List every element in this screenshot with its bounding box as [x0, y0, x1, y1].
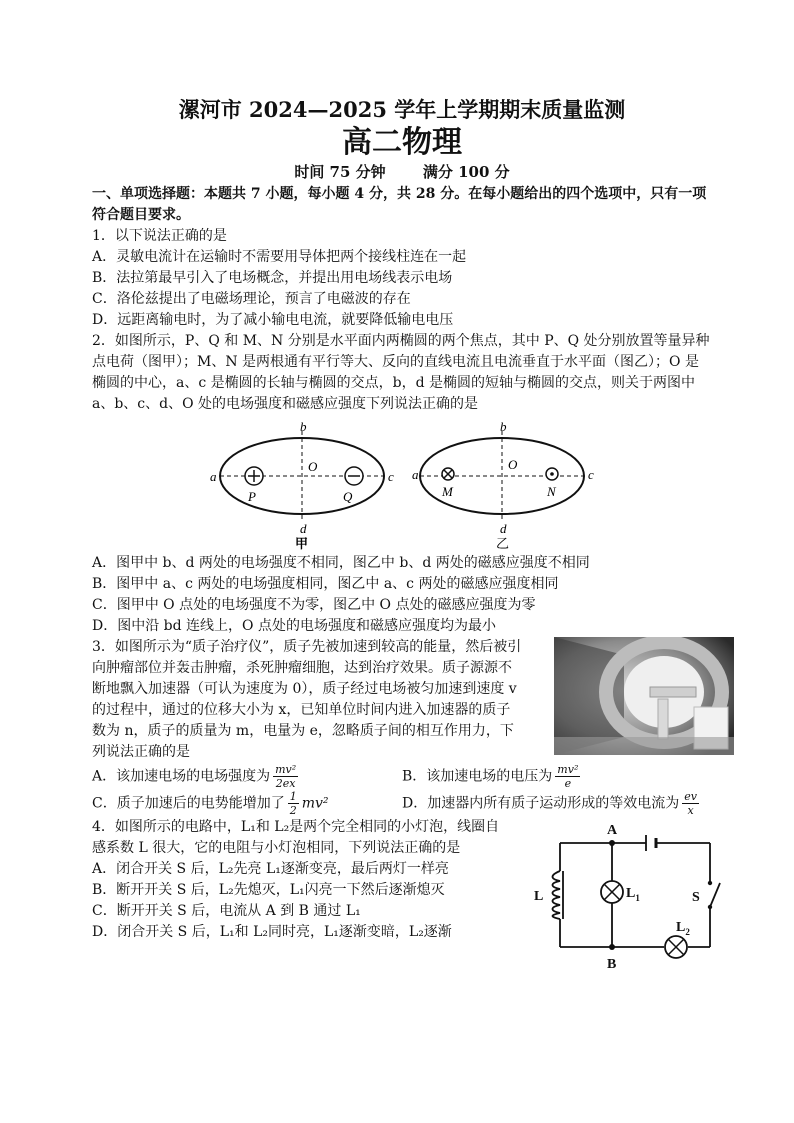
section-heading: 一、单项选择题：本题共 7 小题，每小题 4 分，共 28 分。在每小题给出的四个选项中，只有一项符合题目要求。: [92, 186, 707, 223]
q1-option-b: B．法拉第最早引入了电场概念，并提出用电场线表示电场: [92, 270, 453, 286]
fraction: $\frac{1}{2}$: [289, 790, 297, 817]
q3-stem: 3．如图所示为“质子治疗仪”，质子先被加速到较高的能量，然后被引向肿瘤部位并轰击肿瘤，杀死肿瘤细胞，达到治疗效果。质子源源不断地飘入加速器（可认为速度为 0），质子经过电场被匀加速到速度 v 的过程中，通过的位移大小为 x，已知单位时间内进入加速器的质子数为 n，质子的质量为 m，电量为 e，忽略质子间的相互作用力，下列说法正确的是: [92, 639, 522, 760]
q4-option-c: C．断开开关 S 后，电流从 A 到 B 通过 L₁: [92, 903, 361, 919]
q3-option-c: C．质子加速后的电势能增加了 $\frac{1}{2}$ mv²: [92, 790, 329, 817]
q2-figure: [92, 421, 712, 551]
lamp-l2-icon: [665, 936, 687, 958]
q4-circuit-diagram: [530, 821, 724, 971]
figure-jia: [210, 421, 394, 551]
q1-option-d: D．远距离输电时，为了减小输电电流，就要降低输电电压: [92, 312, 454, 328]
lamp-l1-icon: [601, 881, 623, 903]
label-q: Q: [343, 489, 353, 504]
exam-page: [92, 96, 712, 971]
ellipse-diagrams: [202, 421, 602, 551]
label-n: N: [547, 484, 556, 499]
label-o: O: [308, 459, 318, 474]
time-label: 时间 75 分钟: [294, 163, 386, 181]
switch-label: S: [692, 890, 700, 905]
caption-yi: 乙: [496, 537, 510, 551]
q3-block: [92, 637, 712, 763]
exam-title: 漯河市 2024—2025 学年上学期期末质量监测: [178, 97, 626, 122]
fraction: $\frac{\text{mv²}}{e}$: [557, 763, 579, 790]
label-m: M: [442, 484, 453, 499]
lamp-l1-label: $L_1$: [626, 886, 640, 903]
q4-option-d: D．闭合开关 S 后，L₁和 L₂同时亮，L₁逐渐变暗，L₂逐渐: [92, 924, 452, 940]
q3-option-a: A．该加速电场的电场强度为 $\frac{\text{mv²}}{2ex}$: [92, 763, 297, 790]
label-b: b: [300, 421, 307, 434]
label-a: a: [412, 467, 419, 482]
proton-therapy-photo: [554, 637, 734, 755]
figure-yi: [412, 421, 594, 551]
q4-block: [92, 817, 712, 971]
q2-option-a: A．图甲中 b、d 两处的电场强度不相同，图乙中 b、d 两处的磁感应强度不相同: [92, 555, 590, 571]
node-b-label: B: [607, 957, 617, 971]
q3-option-d: D．加速器内所有质子运动形成的等效电流为 $\frac{ev}{x}$: [402, 790, 697, 817]
q4-stem: 4．如图所示的电路中，L₁和 L₂是两个完全相同的小灯泡，线圈自感系数 L 很大，它的电阻与小灯泡相同，下列说法正确的是: [92, 819, 500, 856]
lamp-l2-label: $L_2$: [676, 920, 690, 937]
q3-options-row1: [92, 763, 712, 790]
q2-stem: 2．如图所示，P、Q 和 M、N 分别是水平面内两椭圆的两个焦点，其中 P、Q 处分别放置等量异种点电荷（图甲）；M、N 是两根通有平行等大、反向的直线电流且电流垂直于水平面（图乙）；O 是椭圆的中心，a、c 是椭圆的长轴与椭圆的交点，b，d 是椭圆的短轴与椭圆的交点，则关于两图中 a、b、c、d、O 处的电场强度和磁感应强度下列说法正确的是: [92, 333, 710, 412]
q4-option-b: B．断开开关 S 后，L₂先熄灭，L₁闪亮一下然后逐渐熄灭: [92, 882, 445, 898]
label-o: O: [508, 457, 518, 472]
subject-title: 高二物理: [342, 125, 462, 160]
q1-stem: 1．以下说法正确的是: [92, 228, 227, 244]
q2-option-b: B．图甲中 a、c 两处的电场强度相同，图乙中 a、c 两处的磁感应强度相同: [92, 576, 559, 592]
caption-jia: 甲: [295, 537, 309, 551]
label-c: c: [388, 469, 394, 484]
label-d: d: [300, 521, 307, 536]
label-a: a: [210, 469, 217, 484]
label-p: P: [248, 489, 256, 504]
q2-option-d: D．图中沿 bd 连线上，O 点处的电场强度和磁感应强度均为最小: [92, 618, 496, 634]
label-d: d: [500, 521, 507, 536]
q1-option-c: C．洛伦兹提出了电磁场理论，预言了电磁波的存在: [92, 291, 411, 307]
q2-option-c: C．图甲中 O 点处的电场强度不为零，图乙中 O 点处的磁感应强度为零: [92, 597, 536, 613]
q1-option-a: A．灵敏电流计在运输时不需要用导体把两个接线柱连在一起: [92, 249, 467, 265]
inductor-label: L: [534, 889, 544, 904]
score-label: 满分 100 分: [422, 163, 510, 181]
time-score-line: [92, 162, 712, 182]
fraction: $\frac{\text{mv²}}{2ex}$: [275, 763, 297, 790]
fraction: $\frac{ev}{x}$: [684, 790, 697, 817]
q3-option-b: B．该加速电场的电压为 $\frac{\text{mv²}}{e}$: [402, 763, 579, 790]
node-a-label: A: [607, 823, 618, 838]
label-b: b: [500, 421, 507, 434]
q3-options-row2: [92, 790, 712, 817]
label-c: c: [588, 467, 594, 482]
q4-option-a: A．闭合开关 S 后，L₂先亮 L₁逐渐变亮，最后两灯一样亮: [92, 861, 449, 877]
